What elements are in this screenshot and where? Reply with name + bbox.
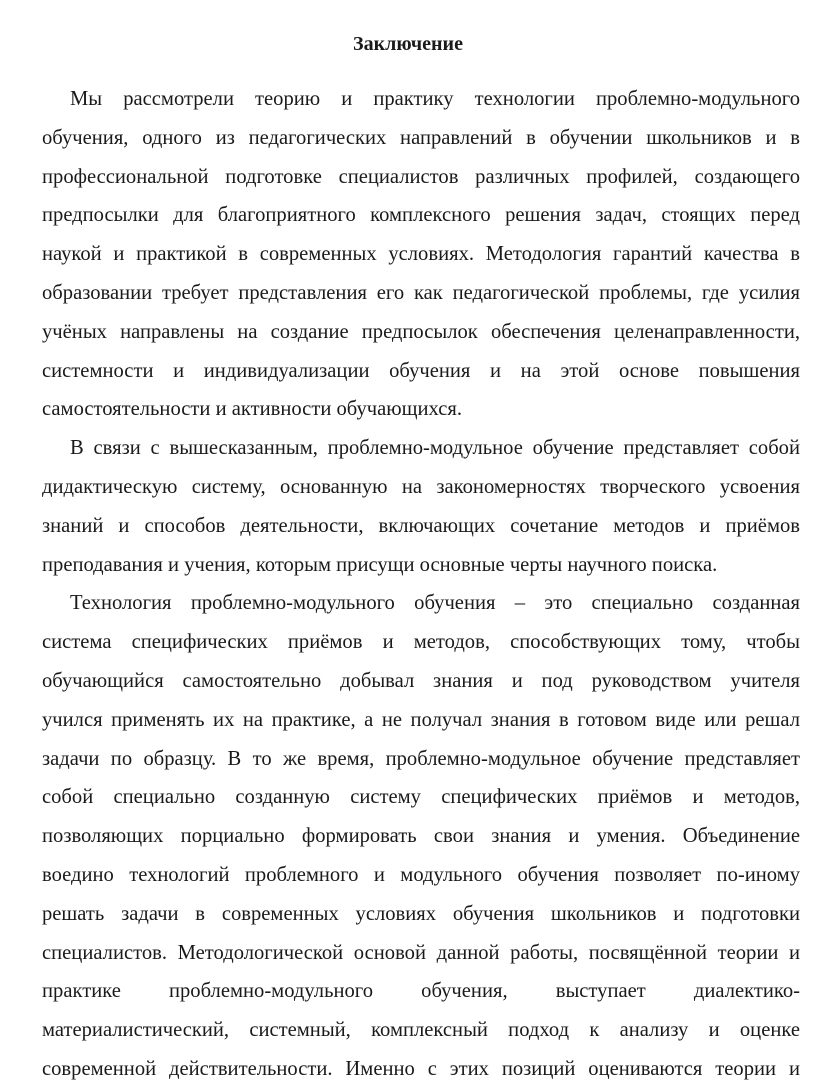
text-line: Мы рассмотрели теорию и практику технологии проблемно-модульного [70,88,800,110]
text-line: преподавания и учения, которым присущи основные черты научного поиска. [42,553,718,576]
text-line: современной действительности. Именно с этих позиций оцениваются теории и [42,1057,800,1080]
text-line: задачи по образцу. В то же время, проблемно-модульное обучение представляет [42,747,800,770]
text-line: воедино технологий проблемного и модульного обучения позволяет по-иному [42,863,800,886]
text-line: обучения, одного из педагогических направлений в обучении школьников и в [42,126,800,149]
text-line: образовании требует представления его как педагогической проблемы, где усилия [42,281,800,304]
paragraph-3 [14,584,800,1088]
document-body [14,80,800,1089]
text-line: Технология проблемно-модульного обучения – это специально созданная [70,592,800,615]
text-line: самостоятельности и активности обучающихся. [42,398,463,421]
text-line: В связи с вышесказанным, проблемно-модульное обучение представляет собой [70,437,800,460]
text-line: профессиональной подготовке специалистов различных профилей, создающего [42,165,800,188]
text-line: материалистический, системный, комплексный подход к анализу и оценке [42,1019,800,1042]
text-line: учёных направлены на создание предпосылок обеспечения целенаправленности, [42,320,800,343]
text-line: наукой и практикой в современных условиях. Методология гарантий качества в [42,243,800,266]
text-line: знаний и способов деятельности, включающих сочетание методов и приёмов [42,514,800,537]
text-line: система специфических приёмов и методов, способствующих тому, чтобы [42,631,800,654]
text-line: собой специально созданную систему специфических приёмов и методов, [42,786,800,809]
text-line: решать задачи в современных условиях обучения школьников и подготовки [42,902,800,925]
text-line: позволяющих порциально формировать свои знания и умения. Объединение [42,825,800,848]
paragraph-1 [14,80,800,429]
text-line: учился применять их на практике, а не получал знания в готовом виде или решал [42,708,800,731]
text-line: дидактическую систему, основанную на закономерностях творческого усвоения [42,475,800,498]
paragraph-2 [14,429,800,584]
text-line: специалистов. Методологической основой данной работы, посвящённой теории и [42,941,800,964]
text-line: предпосылки для благоприятного комплексного решения задач, стоящих перед [42,204,800,227]
document-title: Заключение [353,33,463,55]
text-line: системности и индивидуализации обучения и на этой основе повышения [42,359,800,382]
text-line: обучающийся самостоятельно добывал знания и под руководством учителя [42,669,800,692]
text-line: практике проблемно-модульного обучения, выступает диалектико- [42,980,800,1003]
